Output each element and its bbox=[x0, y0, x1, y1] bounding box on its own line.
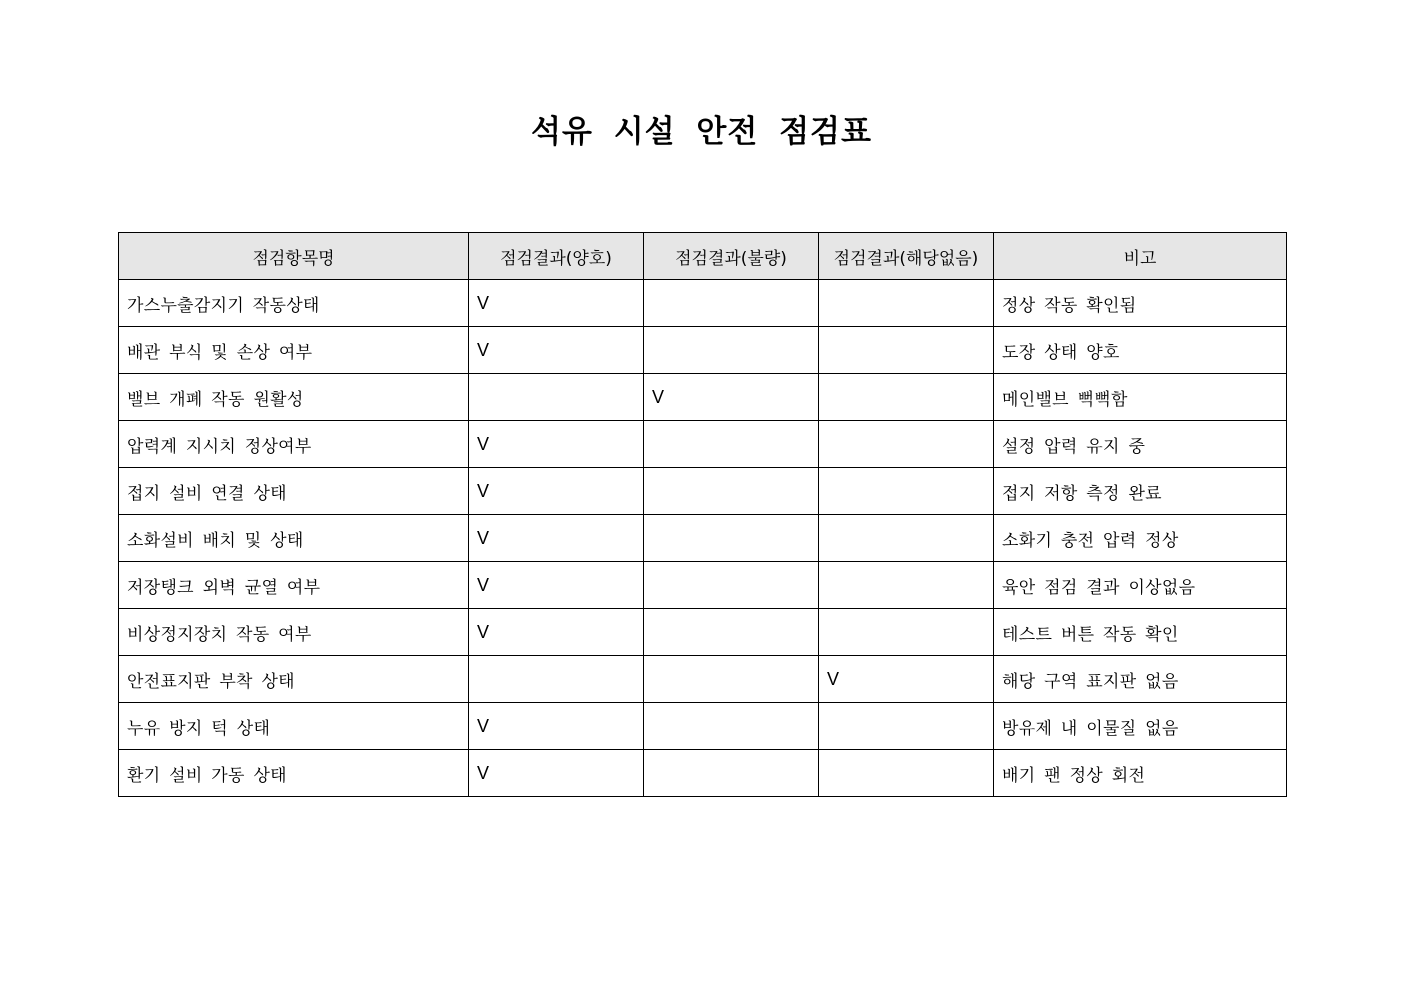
result-na-cell bbox=[819, 609, 994, 656]
remarks-cell: 정상 작동 확인됨 bbox=[994, 280, 1287, 327]
result-good-cell bbox=[469, 656, 644, 703]
remarks-cell: 배기 팬 정상 회전 bbox=[994, 750, 1287, 797]
remarks-cell: 해당 구역 표지판 없음 bbox=[994, 656, 1287, 703]
table-row bbox=[119, 703, 1287, 750]
result-bad-cell bbox=[644, 609, 819, 656]
remarks-cell: 테스트 버튼 작동 확인 bbox=[994, 609, 1287, 656]
result-bad-cell bbox=[644, 280, 819, 327]
table-row bbox=[119, 656, 1287, 703]
result-good-cell: V bbox=[469, 562, 644, 609]
result-na-cell bbox=[819, 562, 994, 609]
item-name-cell: 배관 부식 및 손상 여부 bbox=[119, 327, 469, 374]
result-bad-cell bbox=[644, 421, 819, 468]
header-row bbox=[119, 233, 1287, 280]
item-name-cell: 압력계 지시치 정상여부 bbox=[119, 421, 469, 468]
item-name-cell: 누유 방지 턱 상태 bbox=[119, 703, 469, 750]
item-name-cell: 비상정지장치 작동 여부 bbox=[119, 609, 469, 656]
table-row bbox=[119, 327, 1287, 374]
remarks-cell: 방유제 내 이물질 없음 bbox=[994, 703, 1287, 750]
remarks-cell: 메인밸브 뻑뻑함 bbox=[994, 374, 1287, 421]
result-bad-cell bbox=[644, 562, 819, 609]
header-item-name: 점검항목명 bbox=[119, 233, 469, 280]
result-na-cell bbox=[819, 468, 994, 515]
result-na-cell bbox=[819, 280, 994, 327]
item-name-cell: 환기 설비 가동 상태 bbox=[119, 750, 469, 797]
result-na-cell bbox=[819, 750, 994, 797]
result-bad-cell: V bbox=[644, 374, 819, 421]
result-good-cell: V bbox=[469, 468, 644, 515]
inspection-table bbox=[118, 232, 1287, 797]
remarks-cell: 도장 상태 양호 bbox=[994, 327, 1287, 374]
header-result-bad: 점검결과(불량) bbox=[644, 233, 819, 280]
result-na-cell bbox=[819, 703, 994, 750]
result-bad-cell bbox=[644, 515, 819, 562]
result-good-cell: V bbox=[469, 703, 644, 750]
result-bad-cell bbox=[644, 327, 819, 374]
header-remarks: 비고 bbox=[994, 233, 1287, 280]
result-bad-cell bbox=[644, 703, 819, 750]
table-row bbox=[119, 750, 1287, 797]
result-good-cell: V bbox=[469, 327, 644, 374]
item-name-cell: 밸브 개폐 작동 원활성 bbox=[119, 374, 469, 421]
result-bad-cell bbox=[644, 750, 819, 797]
result-na-cell bbox=[819, 374, 994, 421]
table-row bbox=[119, 374, 1287, 421]
table-row bbox=[119, 609, 1287, 656]
table-row bbox=[119, 468, 1287, 515]
result-good-cell: V bbox=[469, 609, 644, 656]
item-name-cell: 안전표지판 부착 상태 bbox=[119, 656, 469, 703]
result-na-cell bbox=[819, 327, 994, 374]
item-name-cell: 저장탱크 외벽 균열 여부 bbox=[119, 562, 469, 609]
header-result-good: 점검결과(양호) bbox=[469, 233, 644, 280]
result-good-cell: V bbox=[469, 515, 644, 562]
remarks-cell: 접지 저항 측정 완료 bbox=[994, 468, 1287, 515]
result-na-cell bbox=[819, 515, 994, 562]
document-title: 석유 시설 안전 점검표 bbox=[531, 114, 872, 150]
item-name-cell: 가스누출감지기 작동상태 bbox=[119, 280, 469, 327]
header-result-na: 점검결과(해당없음) bbox=[819, 233, 994, 280]
remarks-cell: 설정 압력 유지 중 bbox=[994, 421, 1287, 468]
result-good-cell bbox=[469, 374, 644, 421]
table-row bbox=[119, 515, 1287, 562]
table-row bbox=[119, 421, 1287, 468]
table-row bbox=[119, 280, 1287, 327]
table-row bbox=[119, 562, 1287, 609]
item-name-cell: 소화설비 배치 및 상태 bbox=[119, 515, 469, 562]
result-bad-cell bbox=[644, 656, 819, 703]
result-bad-cell bbox=[644, 468, 819, 515]
remarks-cell: 육안 점검 결과 이상없음 bbox=[994, 562, 1287, 609]
result-na-cell: V bbox=[819, 656, 994, 703]
result-good-cell: V bbox=[469, 750, 644, 797]
result-na-cell bbox=[819, 421, 994, 468]
result-good-cell: V bbox=[469, 280, 644, 327]
item-name-cell: 접지 설비 연결 상태 bbox=[119, 468, 469, 515]
result-good-cell: V bbox=[469, 421, 644, 468]
remarks-cell: 소화기 충전 압력 정상 bbox=[994, 515, 1287, 562]
